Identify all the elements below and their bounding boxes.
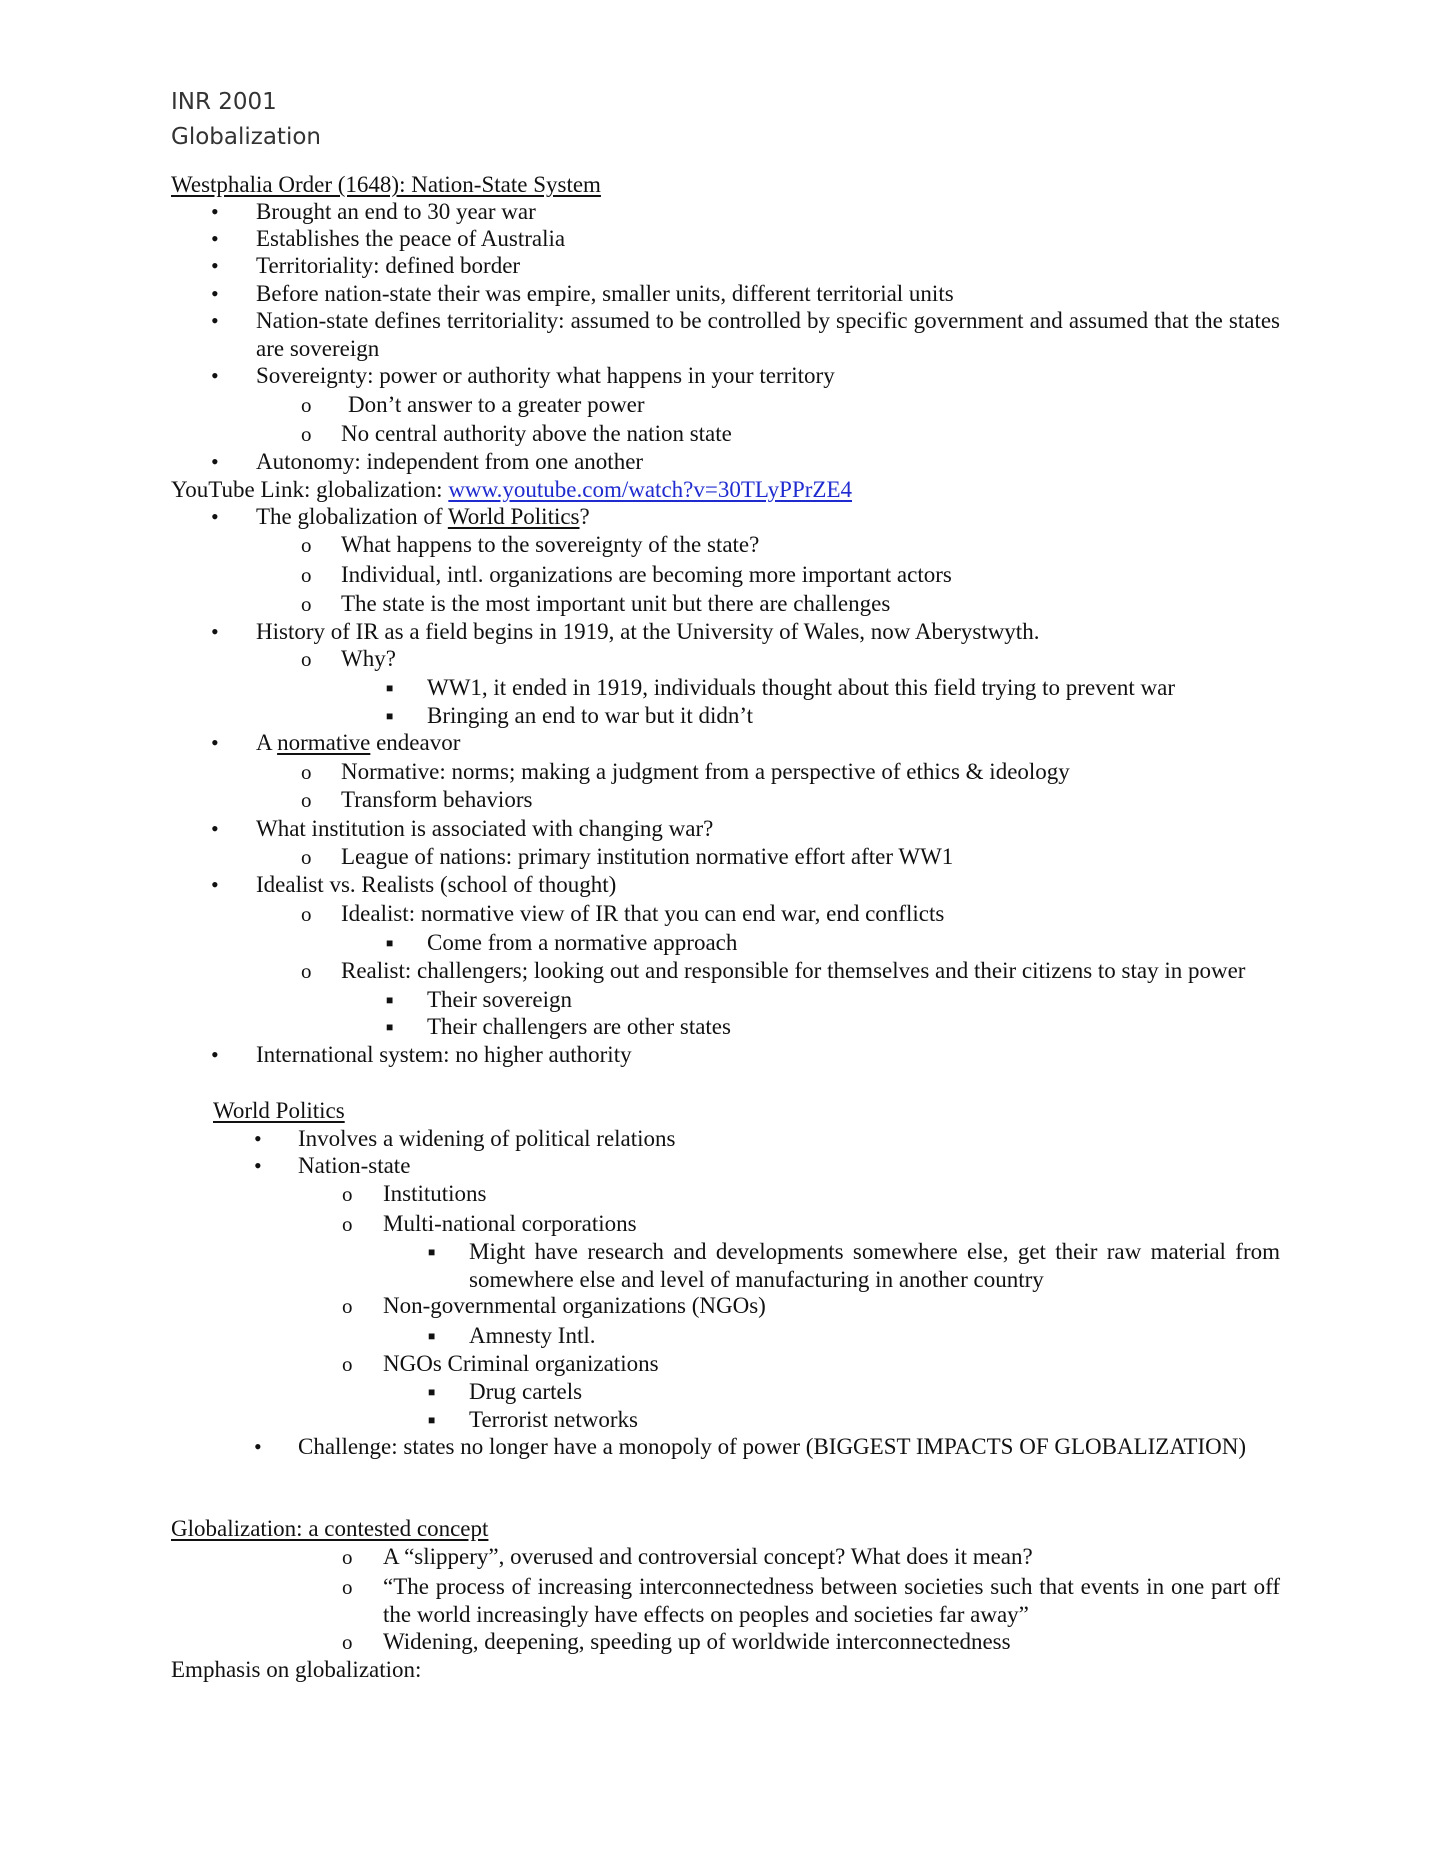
text-span: A: [256, 730, 278, 755]
list-item: What institution is associated with changing war?: [256, 816, 714, 841]
bullet-icon: •: [211, 504, 219, 529]
list-item: Challenge: states no longer have a monopoly of power (BIGGEST IMPACTS OF GLOBALIZATION): [298, 1434, 1246, 1459]
bullet-icon: •: [254, 1434, 262, 1459]
list-item: Normative: norms; making a judgment from a perspective of ethics & ideology: [341, 759, 1070, 784]
list-item: League of nations: primary institution normative effort after WW1: [341, 844, 954, 869]
square-bullet-icon: ■: [386, 993, 394, 1007]
circle-bullet-icon: o: [301, 533, 312, 557]
list-item: Their sovereign: [427, 987, 572, 1012]
circle-bullet-icon: o: [301, 788, 312, 812]
bullet-icon: •: [211, 363, 219, 388]
text-span: endeavor: [370, 730, 461, 755]
text-span: ?: [579, 504, 590, 529]
list-item: Non-governmental organizations (NGOs): [383, 1293, 766, 1318]
circle-bullet-icon: o: [301, 760, 312, 784]
list-item: Come from a normative approach: [427, 930, 738, 955]
list-item: Involves a widening of political relations: [298, 1126, 676, 1151]
world-politics-link[interactable]: World Politics: [447, 504, 580, 529]
list-item: Idealist vs. Realists (school of thought): [256, 872, 617, 897]
list-item: Amnesty Intl.: [469, 1323, 596, 1348]
circle-bullet-icon: o: [342, 1545, 353, 1569]
bullet-icon: •: [211, 308, 219, 333]
list-item: Nation-state: [298, 1153, 411, 1178]
course-code: INR 2001: [171, 89, 277, 115]
square-bullet-icon: ■: [386, 936, 394, 950]
circle-bullet-icon: o: [301, 422, 312, 446]
youtube-label: YouTube Link: globalization:: [171, 477, 449, 502]
square-bullet-icon: ■: [428, 1413, 436, 1427]
section-title-world-politics: World Politics: [213, 1098, 345, 1123]
circle-bullet-icon: o: [301, 592, 312, 616]
circle-bullet-icon: o: [342, 1294, 353, 1318]
square-bullet-icon: ■: [386, 1020, 394, 1034]
list-item: “The process of increasing interconnectedness between societies such that events in one part off the world increasingly have effects on peoples and societies far away”: [383, 1574, 1280, 1627]
document-title: Globalization: [171, 124, 321, 150]
square-bullet-icon: ■: [386, 709, 394, 723]
list-item: A “slippery”, overused and controversial concept? What does it mean?: [383, 1544, 1033, 1569]
bullet-icon: •: [254, 1126, 262, 1151]
square-bullet-icon: ■: [428, 1385, 436, 1399]
youtube-line: [171, 476, 852, 504]
list-item: Don’t answer to a greater power: [348, 392, 645, 417]
list-item: Bringing an end to war but it didn’t: [427, 703, 754, 728]
section-title-contested: Globalization: a contested concept: [171, 1516, 489, 1541]
bullet-icon: •: [211, 619, 219, 644]
list-item: What happens to the sovereignty of the state?: [341, 532, 760, 557]
list-item: Widening, deepening, speeding up of worldwide interconnectedness: [383, 1629, 1011, 1654]
list-item: Territoriality: defined border: [256, 253, 521, 278]
list-item: Institutions: [383, 1181, 487, 1206]
square-bullet-icon: ■: [428, 1245, 436, 1259]
youtube-link[interactable]: www.youtube.com/watch?v=30TLyPPrZE4: [448, 477, 853, 502]
list-item: No central authority above the nation state: [341, 421, 732, 446]
text-span: The globalization of: [256, 504, 448, 529]
emphasis-line: Emphasis on globalization:: [171, 1657, 422, 1682]
circle-bullet-icon: o: [342, 1182, 353, 1206]
bullet-icon: •: [254, 1153, 262, 1178]
bullet-icon: •: [211, 253, 219, 278]
list-item: Before nation-state their was empire, smaller units, different territorial units: [256, 281, 954, 306]
circle-bullet-icon: o: [301, 902, 312, 926]
circle-bullet-icon: o: [301, 845, 312, 869]
list-item: Transform behaviors: [341, 787, 533, 812]
list-item: Terrorist networks: [469, 1407, 638, 1432]
bullet-icon: •: [211, 199, 219, 224]
circle-bullet-icon: o: [342, 1352, 353, 1376]
bullet-icon: •: [211, 816, 219, 841]
bullet-icon: •: [211, 281, 219, 306]
bullet-icon: •: [211, 1042, 219, 1067]
square-bullet-icon: ■: [428, 1329, 436, 1343]
list-item: Idealist: normative view of IR that you can end war, end conflicts: [341, 901, 945, 926]
list-item: Establishes the peace of Australia: [256, 226, 566, 251]
list-item: Brought an end to 30 year war: [256, 199, 536, 224]
bullet-icon: •: [211, 730, 219, 755]
list-item: Might have research and developments somewhere else, get their raw material from somewhere else and level of manufacturing in another country: [469, 1239, 1280, 1292]
list-item: Drug cartels: [469, 1379, 583, 1404]
square-bullet-icon: ■: [386, 681, 394, 695]
circle-bullet-icon: o: [301, 563, 312, 587]
list-item: [256, 503, 590, 531]
list-item: [256, 729, 460, 757]
bullet-icon: •: [211, 226, 219, 251]
circle-bullet-icon: o: [342, 1630, 353, 1654]
list-item: WW1, it ended in 1919, individuals thought about this field trying to prevent war: [427, 675, 1176, 700]
circle-bullet-icon: o: [301, 959, 312, 983]
list-item: Realist: challengers; looking out and responsible for themselves and their citizens to stay in power: [341, 958, 1246, 983]
list-item: Their challengers are other states: [427, 1014, 731, 1039]
list-item: Sovereignty: power or authority what happens in your territory: [256, 363, 835, 388]
circle-bullet-icon: o: [301, 647, 312, 671]
list-item: The state is the most important unit but there are challenges: [341, 591, 891, 616]
circle-bullet-icon: o: [301, 393, 312, 417]
list-item: History of IR as a field begins in 1919, at the University of Wales, now Aberystwyth.: [256, 619, 1040, 644]
section-title-westphalia: Westphalia Order (1648): Nation-State System: [171, 172, 601, 197]
normative-underlined: normative: [277, 730, 371, 755]
list-item: Multi-national corporations: [383, 1211, 637, 1236]
circle-bullet-icon: o: [342, 1212, 353, 1236]
circle-bullet-icon: o: [342, 1575, 353, 1599]
bullet-icon: •: [211, 449, 219, 474]
list-item: International system: no higher authority: [256, 1042, 632, 1067]
bullet-icon: •: [211, 872, 219, 897]
list-item: Why?: [341, 646, 396, 671]
list-item: Individual, intl. organizations are becoming more important actors: [341, 562, 952, 587]
list-item: Autonomy: independent from one another: [256, 449, 644, 474]
list-item: NGOs Criminal organizations: [383, 1351, 659, 1376]
list-item: Nation-state defines territoriality: assumed to be controlled by specific government and assumed that the states are sovereign: [256, 308, 1280, 361]
